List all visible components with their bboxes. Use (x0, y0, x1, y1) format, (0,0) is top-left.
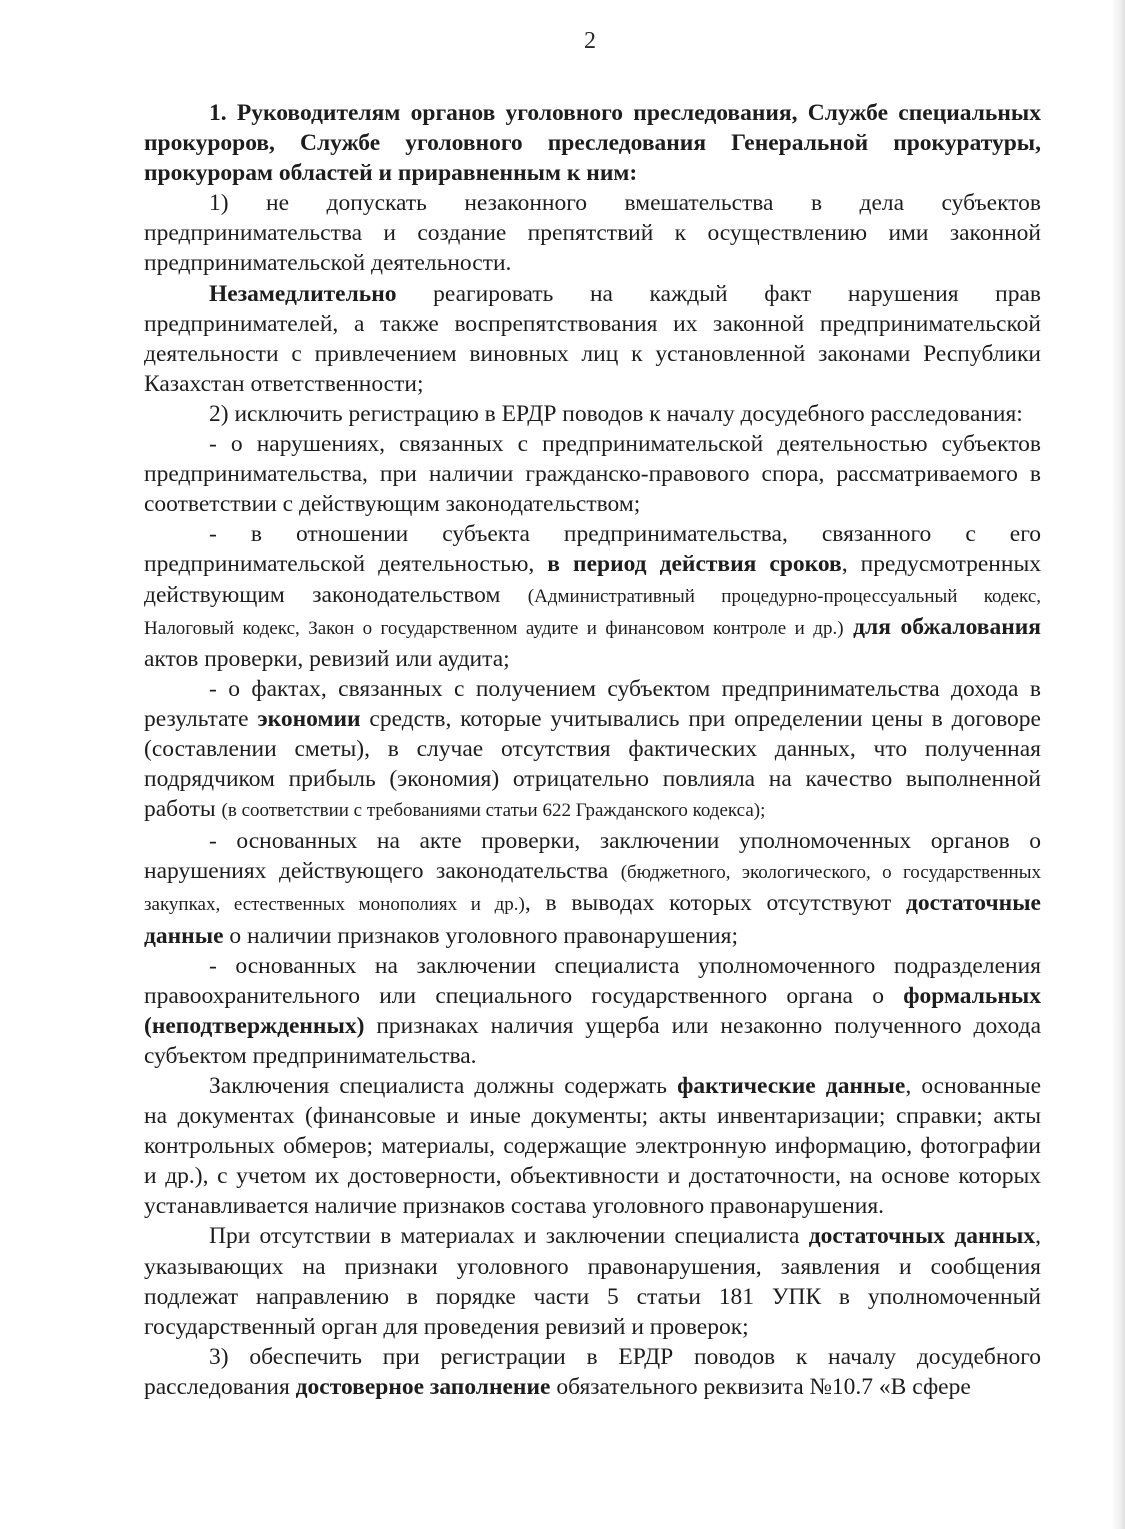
bold-text: достоверное заполнение (295, 1373, 551, 1400)
paragraph-12 (144, 1342, 1041, 1402)
paragraph-9 (144, 951, 1041, 1071)
paragraph-6 (144, 519, 1041, 673)
small-text: (бюджетного, экологического, о государственных закупках, естественных монополиях и др.) (144, 862, 1041, 916)
bold-text: Незамедлительно (209, 280, 397, 307)
paragraph-2: 1) не допускать незаконного вмешательства в дела субъектов предпринимательства и создание препятствий к осуществлению ими законной предпринимательской деятельности. (144, 190, 1041, 277)
text: реагировать на каждый факт нарушения прав предпринимателей, а также воспрепятствования их законной предпринимательской деятельности с привлечением виновных лиц к установленной законами Республики Казахстан ответственности; (144, 280, 1041, 397)
paragraph-5: - о нарушениях, связанных с предпринимательской деятельностью субъектов предпринимательства, при наличии гражданско-правового спора, рассматриваемого в соответствии с действующим законодательством; (144, 431, 1041, 518)
text: 3) обеспечить при регистрации в ЕРДР поводов к началу досудебного расследования (144, 1343, 1041, 1400)
paragraph-10 (144, 1071, 1041, 1221)
text: о наличии признаков уголовного правонарушения; (223, 922, 738, 949)
bold-text: в период действия сроков (547, 551, 842, 578)
small-text: (Административный процедурно-процессуальный кодекс, Налоговый кодекс, Закон о государственном аудите и финансовом контроле и др.) (144, 585, 1041, 639)
page-number: 2 (584, 28, 596, 54)
text: - основанных на акте проверки, заключении уполномоченных органов о нарушениях действующего законодательства (144, 828, 1041, 885)
paragraph-7 (144, 674, 1041, 826)
small-text: (в соответствии с требованиями статьи 622 Гражданского кодекса); (221, 800, 766, 822)
paragraph-3 (144, 279, 1041, 399)
text: - в отношении субъекта предпринимательства, связанного с его предпринимательской деятельностью, (144, 521, 1041, 578)
document-body (144, 98, 1041, 1402)
text: Заключения специалиста должны содержать (209, 1073, 678, 1099)
bold-text: для обжалования (853, 613, 1042, 640)
text (844, 614, 854, 640)
text: признаках наличия ущерба или незаконно полученного дохода субъектом предпринимательства. (144, 1012, 1041, 1069)
paragraph-11 (144, 1221, 1041, 1341)
paragraph-1: 1. Руководителям органов уголовного преследования, Службе специальных прокуроров, Службе уголовного преследования Генеральной прокуратуры, прокурорам областей и приравненным к ним: (144, 100, 1041, 187)
text: , основанные на документах (финансовые и иные документы; акты инвентаризации; справки; акты контрольных обмеров; материалы, содержащие электронную информацию, фотографии и др.), с учетом их достоверности, объективности и достаточности, на основе которых устанавливается наличие признаков состава уголовного правонарушения. (144, 1073, 1042, 1220)
bold-text: достаточные данные (144, 890, 1041, 949)
text: средств, которые учитывались при определении цены в договоре (составлении сметы), в случае отсутствия фактических данных, что полученная подрядчиком прибыль (экономия) отрицательно повлияла на качество выполненной работы (144, 705, 1041, 823)
text: , предусмотренных действующим законодательством (144, 551, 1042, 608)
paragraph-4: 2) исключить регистрацию в ЕРДР поводов к началу досудебного расследования: (209, 400, 1023, 427)
bold-text: экономии (257, 705, 361, 732)
text: При отсутствии в материалах и заключении специалиста (209, 1223, 809, 1250)
text: , в выводах которых отсутствуют (524, 890, 906, 917)
text: - о фактах, связанных с получением субъектом предпринимательства дохода в результате (144, 675, 1041, 732)
text: обязательного реквизита №10.7 «В сфере (550, 1373, 971, 1400)
text: - основанных на заключении специалиста уполномоченного подразделения правоохранительного или специального государственного органа о (144, 952, 1041, 1009)
paragraph-8 (144, 826, 1041, 950)
bold-text: достаточных данных (808, 1223, 1036, 1250)
page-edge-shadow (1111, 0, 1125, 1529)
bold-text: фактические данные (677, 1073, 906, 1099)
bold-text: формальных (неподтвержденных) (144, 982, 1041, 1039)
text: , указывающих на признаки уголовного правонарушения, заявления и сообщения подлежат направлению в порядке части 5 статьи 181 УПК в уполномоченный государственный орган для проведения ревизий и проверок; (144, 1223, 1042, 1340)
text: актов проверки, ревизий или аудита; (144, 645, 510, 672)
